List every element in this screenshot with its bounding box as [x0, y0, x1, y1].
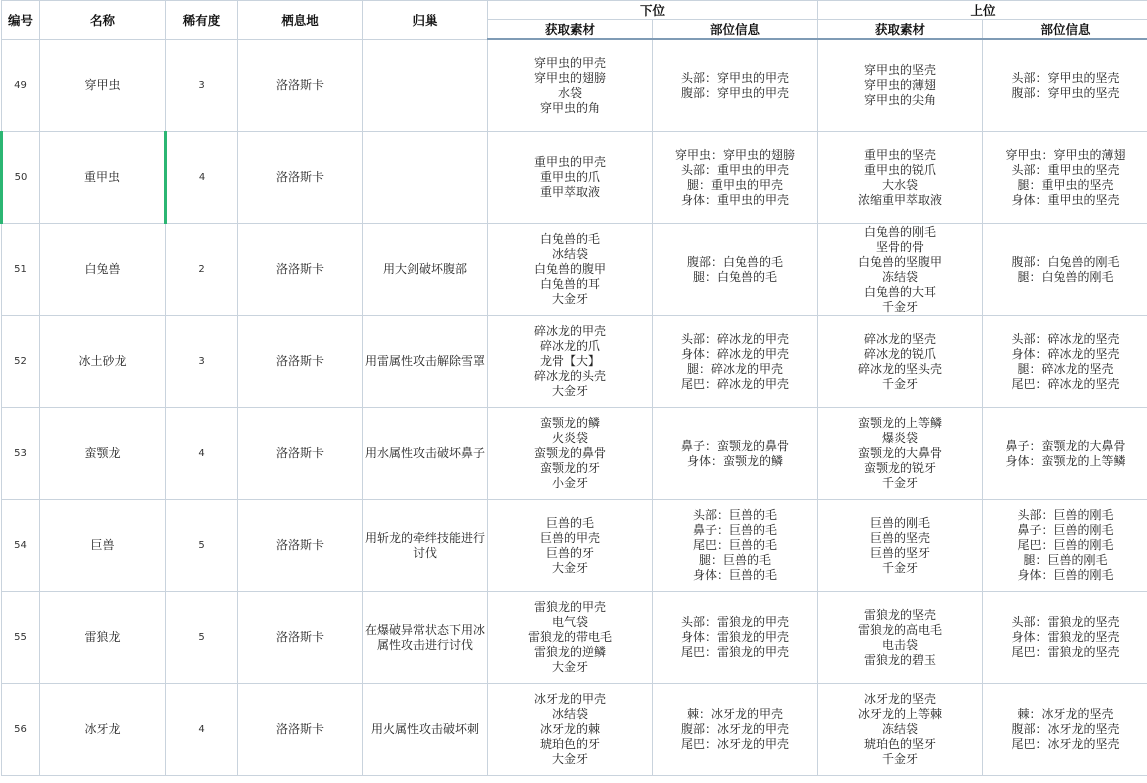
cell-line: 冰牙龙的上等棘	[858, 707, 943, 721]
cell-name[interactable]: 巨兽	[40, 500, 166, 592]
cell-line: 头部：重甲虫的甲壳	[681, 162, 790, 177]
cell-line: 头部：雷狼龙的甲壳	[681, 615, 790, 629]
cell-line: 头部：碎冰龙的坚壳	[1011, 331, 1120, 346]
cell-line: 穿甲虫的薄翅	[864, 78, 937, 92]
cell-low-materials[interactable]	[488, 592, 653, 684]
col-header-habitat: 栖息地	[238, 1, 363, 40]
cell-low-parts[interactable]	[653, 316, 818, 408]
cell-line: 鼻子：巨兽的毛	[693, 523, 778, 537]
cell-line: 身体：碎冰龙的甲壳	[681, 346, 790, 361]
cell-id[interactable]: 56	[2, 684, 40, 776]
cell-line: 千金牙	[882, 752, 919, 766]
cell-high-materials[interactable]	[818, 39, 983, 132]
cell-line: 尾巴：冰牙龙的甲壳	[681, 737, 790, 751]
table-body	[2, 39, 1147, 776]
cell-name[interactable]: 冰牙龙	[40, 684, 166, 776]
cell-high-materials[interactable]	[818, 500, 983, 592]
cell-method[interactable]: 用火属性攻击破坏刺	[363, 684, 488, 776]
cell-line: 蛮颚龙的鼻骨	[533, 446, 606, 460]
cell-line: 千金牙	[882, 560, 919, 575]
cell-line: 蛮颚龙的鳞	[539, 416, 600, 430]
cell-id[interactable]: 55	[2, 592, 40, 684]
cell-line: 穿甲虫：穿甲虫的薄翅	[1005, 147, 1126, 162]
cell-line: 巨兽的毛	[545, 515, 594, 530]
col-header-id: 编号	[2, 1, 40, 40]
cell-line: 身体：蛮颚龙的上等鳞	[1005, 453, 1126, 468]
cell-low-parts[interactable]	[653, 592, 818, 684]
cell-line: 尾巴：碎冰龙的坚壳	[1011, 376, 1120, 391]
cell-low-parts[interactable]	[653, 132, 818, 224]
cell-line: 千金牙	[882, 476, 919, 490]
cell-line: 琥珀色的牙	[539, 737, 600, 751]
cell-name[interactable]: 冰土砂龙	[40, 316, 166, 408]
cell-low-materials[interactable]	[488, 132, 653, 224]
cell-habitat[interactable]: 洛洛斯卡	[238, 500, 363, 592]
cell-name[interactable]: 蛮颚龙	[40, 408, 166, 500]
cell-line: 碎冰龙的坚头壳	[858, 361, 943, 376]
table-row[interactable]	[2, 39, 1147, 132]
cell-method[interactable]: 用水属性攻击破坏鼻子	[363, 408, 488, 500]
cell-low-parts[interactable]	[653, 224, 818, 316]
cell-line: 巨兽的坚牙	[870, 545, 931, 560]
cell-habitat[interactable]: 洛洛斯卡	[238, 132, 363, 224]
cell-high-materials[interactable]	[818, 132, 983, 224]
cell-line: 重甲虫的甲壳	[533, 155, 606, 169]
cell-line: 头部：穿甲虫的甲壳	[681, 70, 790, 85]
cell-line: 身体：碎冰龙的坚壳	[1011, 346, 1120, 361]
cell-line: 白兔兽的大耳	[864, 284, 937, 299]
cell-line: 蛮颚龙的锐牙	[864, 461, 937, 475]
cell-id[interactable]: 49	[2, 39, 40, 132]
cell-line: 白兔兽的毛	[539, 232, 600, 246]
cell-low-materials[interactable]	[488, 500, 653, 592]
cell-line: 重甲虫的坚壳	[864, 147, 937, 162]
cell-rarity[interactable]: 5	[166, 500, 238, 592]
table-row[interactable]	[2, 316, 1147, 408]
cell-high-parts[interactable]	[983, 132, 1147, 224]
cell-line: 碎冰龙的锐爪	[864, 346, 937, 361]
cell-line: 腿：碎冰龙的坚壳	[1017, 361, 1114, 376]
cell-habitat[interactable]: 洛洛斯卡	[238, 316, 363, 408]
cell-line: 棘：冰牙龙的坚壳	[1017, 707, 1114, 721]
cell-line: 棘：冰牙龙的甲壳	[687, 707, 784, 721]
cell-habitat[interactable]: 洛洛斯卡	[238, 39, 363, 132]
cell-line: 大金牙	[551, 292, 588, 306]
cell-high-materials[interactable]	[818, 684, 983, 776]
cell-line: 身体：巨兽的刚毛	[1017, 568, 1114, 582]
cell-habitat[interactable]: 洛洛斯卡	[238, 408, 363, 500]
cell-high-parts[interactable]	[983, 316, 1147, 408]
cell-line: 头部：巨兽的刚毛	[1017, 508, 1114, 522]
cell-line: 腹部：冰牙龙的坚壳	[1011, 722, 1120, 736]
cell-method[interactable]	[363, 132, 488, 224]
cell-line: 雷狼龙的甲壳	[533, 600, 606, 614]
col-header-high-materials: 获取素材	[818, 20, 983, 40]
cell-line: 身体：蛮颚龙的鳞	[687, 453, 784, 468]
cell-line: 白兔兽的腹甲	[533, 262, 606, 276]
cell-low-materials[interactable]	[488, 316, 653, 408]
cell-low-materials[interactable]	[488, 224, 653, 316]
cell-line: 巨兽的甲壳	[539, 530, 600, 545]
cell-low-parts[interactable]	[653, 408, 818, 500]
cell-rarity[interactable]: 4	[166, 132, 238, 224]
cell-method[interactable]: 用雷属性攻击解除雪罩	[363, 316, 488, 408]
cell-line: 冰结袋	[551, 247, 588, 261]
cell-method[interactable]: 用斩龙的牵绊技能进行讨伐	[363, 500, 488, 592]
cell-line: 腿：巨兽的毛	[699, 553, 772, 567]
cell-low-parts[interactable]	[653, 684, 818, 776]
cell-line: 大金牙	[551, 752, 588, 766]
cell-method[interactable]: 用大剑破坏腹部	[363, 224, 488, 316]
col-header-name: 名称	[40, 1, 166, 40]
cell-line: 电气袋	[551, 615, 588, 629]
cell-low-materials[interactable]	[488, 39, 653, 132]
col-header-low-materials: 获取素材	[488, 20, 653, 40]
cell-name[interactable]: 白兔兽	[40, 224, 166, 316]
cell-line: 冻结袋	[882, 722, 919, 736]
cell-line: 腹部：冰牙龙的甲壳	[681, 722, 790, 736]
cell-line: 巨兽的牙	[545, 545, 594, 560]
cell-low-materials[interactable]	[488, 684, 653, 776]
cell-line: 尾巴：雷狼龙的坚壳	[1011, 645, 1120, 659]
cell-rarity[interactable]: 4	[166, 408, 238, 500]
table-row[interactable]	[2, 408, 1147, 500]
cell-line: 爆炎袋	[882, 431, 919, 445]
cell-line: 冰牙龙的坚壳	[864, 692, 937, 706]
cell-line: 碎冰龙的爪	[539, 339, 600, 353]
cell-high-materials[interactable]	[818, 592, 983, 684]
cell-high-parts[interactable]	[983, 408, 1147, 500]
cell-rarity[interactable]: 2	[166, 224, 238, 316]
cell-line: 雷狼龙的坚壳	[864, 607, 937, 622]
cell-line: 千金牙	[882, 299, 919, 314]
cell-line: 头部：重甲虫的坚壳	[1011, 162, 1120, 177]
cell-id[interactable]: 52	[2, 316, 40, 408]
col-header-high-parts: 部位信息	[983, 20, 1147, 40]
cell-line: 雷狼龙的高电毛	[858, 622, 943, 637]
cell-high-parts[interactable]	[983, 500, 1147, 592]
cell-line: 电击袋	[882, 637, 919, 652]
cell-line: 龙骨【大】	[539, 354, 600, 368]
cell-line: 头部：雷狼龙的坚壳	[1011, 615, 1120, 629]
cell-high-parts[interactable]	[983, 684, 1147, 776]
cell-line: 腿：白兔兽的刚毛	[1017, 269, 1114, 284]
cell-line: 巨兽的坚壳	[870, 530, 931, 545]
cell-line: 腿：重甲虫的坚壳	[1017, 177, 1114, 192]
cell-habitat[interactable]: 洛洛斯卡	[238, 592, 363, 684]
table-row[interactable]	[2, 684, 1147, 776]
cell-high-materials[interactable]	[818, 316, 983, 408]
cell-high-materials[interactable]	[818, 408, 983, 500]
col-header-rarity: 稀有度	[166, 1, 238, 40]
cell-line: 琥珀色的坚牙	[864, 737, 937, 751]
cell-habitat[interactable]: 洛洛斯卡	[238, 224, 363, 316]
cell-line: 腿：重甲虫的甲壳	[687, 177, 784, 192]
cell-line: 腹部：穿甲虫的甲壳	[681, 85, 790, 100]
cell-line: 身体：雷狼龙的甲壳	[681, 630, 790, 644]
cell-line: 尾巴：巨兽的毛	[693, 538, 778, 552]
cell-id[interactable]: 51	[2, 224, 40, 316]
cell-line: 重甲虫的锐爪	[864, 162, 937, 177]
cell-line: 穿甲虫的角	[539, 100, 600, 115]
cell-line: 尾巴：碎冰龙的甲壳	[681, 376, 790, 391]
cell-line: 尾巴：冰牙龙的坚壳	[1011, 737, 1120, 751]
cell-high-parts[interactable]	[983, 592, 1147, 684]
cell-line: 白兔兽的坚腹甲	[858, 254, 943, 269]
cell-line: 鼻子：巨兽的刚毛	[1017, 523, 1114, 537]
col-header-method: 归巢	[363, 1, 488, 40]
cell-high-parts[interactable]	[983, 224, 1147, 316]
cell-line: 蛮颚龙的牙	[539, 461, 600, 475]
cell-line: 雷狼龙的碧玉	[864, 652, 937, 667]
cell-id[interactable]: 54	[2, 500, 40, 592]
cell-line: 雷狼龙的带电毛	[527, 630, 612, 644]
cell-name[interactable]: 重甲虫	[40, 132, 166, 224]
cell-line: 冰牙龙的棘	[539, 722, 600, 736]
table-row[interactable]	[2, 500, 1147, 592]
cell-line: 尾巴：雷狼龙的甲壳	[681, 645, 790, 659]
cell-line: 穿甲虫：穿甲虫的翅膀	[675, 147, 796, 162]
cell-line: 蛮颚龙的大鼻骨	[858, 446, 943, 460]
cell-line: 腿：白兔兽的毛	[693, 269, 778, 284]
cell-line: 穿甲虫的坚壳	[864, 63, 937, 77]
cell-habitat[interactable]: 洛洛斯卡	[238, 684, 363, 776]
cell-line: 白兔兽的刚毛	[864, 224, 937, 239]
cell-low-materials[interactable]	[488, 408, 653, 500]
cell-line: 千金牙	[882, 376, 919, 391]
cell-method[interactable]	[363, 39, 488, 132]
cell-high-materials[interactable]	[818, 224, 983, 316]
header-row-top	[2, 1, 1147, 20]
cell-line: 身体：巨兽的毛	[693, 568, 778, 582]
cell-line: 身体：重甲虫的坚壳	[1011, 192, 1120, 207]
cell-high-parts[interactable]	[983, 39, 1147, 132]
cell-line: 大金牙	[551, 384, 588, 398]
col-header-low-parts: 部位信息	[653, 20, 818, 40]
cell-rarity[interactable]: 3	[166, 316, 238, 408]
cell-name[interactable]: 雷狼龙	[40, 592, 166, 684]
cell-name[interactable]: 穿甲虫	[40, 39, 166, 132]
cell-line: 水袋	[557, 85, 582, 100]
table-row[interactable]	[2, 224, 1147, 316]
cell-line: 腹部：白兔兽的刚毛	[1011, 254, 1120, 269]
cell-id[interactable]: 50	[2, 132, 40, 224]
table-row[interactable]	[2, 132, 1147, 224]
col-header-high-rank: 上位	[818, 1, 1147, 20]
col-header-low-rank: 下位	[488, 1, 818, 20]
cell-line: 火炎袋	[551, 431, 588, 445]
cell-line: 重甲虫的爪	[539, 170, 600, 184]
cell-line: 穿甲虫的甲壳	[533, 55, 606, 70]
cell-line: 身体：雷狼龙的坚壳	[1011, 630, 1120, 644]
cell-line: 穿甲虫的翅膀	[533, 70, 606, 85]
cell-line: 小金牙	[551, 476, 588, 490]
cell-line: 穿甲虫的尖角	[864, 93, 937, 107]
cell-rarity[interactable]: 3	[166, 39, 238, 132]
cell-line: 腹部：白兔兽的毛	[687, 254, 784, 269]
cell-low-parts[interactable]	[653, 500, 818, 592]
cell-line: 巨兽的刚毛	[870, 515, 931, 530]
cell-line: 头部：穿甲虫的坚壳	[1011, 70, 1120, 85]
cell-line: 碎冰龙的甲壳	[533, 324, 606, 338]
cell-line: 身体：重甲虫的甲壳	[681, 192, 790, 207]
table-row[interactable]	[2, 592, 1147, 684]
cell-line: 大金牙	[551, 560, 588, 575]
cell-line: 重甲萃取液	[539, 185, 600, 199]
cell-line: 坚骨的骨	[876, 239, 925, 254]
cell-line: 冰结袋	[551, 707, 588, 721]
cell-id[interactable]: 53	[2, 408, 40, 500]
cell-rarity[interactable]: 5	[166, 592, 238, 684]
cell-line: 腿：巨兽的刚毛	[1023, 553, 1108, 567]
cell-line: 鼻子：蛮颚龙的鼻骨	[681, 438, 790, 453]
cell-line: 尾巴：巨兽的刚毛	[1017, 538, 1114, 552]
cell-line: 雷狼龙的逆鳞	[533, 645, 606, 659]
cell-line: 浓缩重甲萃取液	[858, 192, 943, 207]
cell-line: 蛮颚龙的上等鳞	[858, 416, 943, 430]
cell-line: 腿：碎冰龙的甲壳	[687, 361, 784, 376]
cell-line: 大水袋	[882, 177, 919, 192]
cell-method[interactable]: 在爆破异常状态下用冰属性攻击进行讨伐	[363, 592, 488, 684]
cell-line: 白兔兽的耳	[539, 277, 600, 291]
cell-low-parts[interactable]	[653, 39, 818, 132]
cell-rarity[interactable]: 4	[166, 684, 238, 776]
cell-line: 冰牙龙的甲壳	[533, 692, 606, 706]
cell-line: 腹部：穿甲虫的坚壳	[1011, 85, 1120, 100]
cell-line: 碎冰龙的坚壳	[864, 331, 937, 346]
cell-line: 大金牙	[551, 660, 588, 674]
cell-line: 头部：碎冰龙的甲壳	[681, 331, 790, 346]
cell-line: 鼻子：蛮颚龙的大鼻骨	[1005, 438, 1126, 453]
cell-line: 冻结袋	[882, 269, 919, 284]
cell-line: 碎冰龙的头壳	[533, 369, 606, 383]
cell-line: 头部：巨兽的毛	[693, 508, 778, 522]
